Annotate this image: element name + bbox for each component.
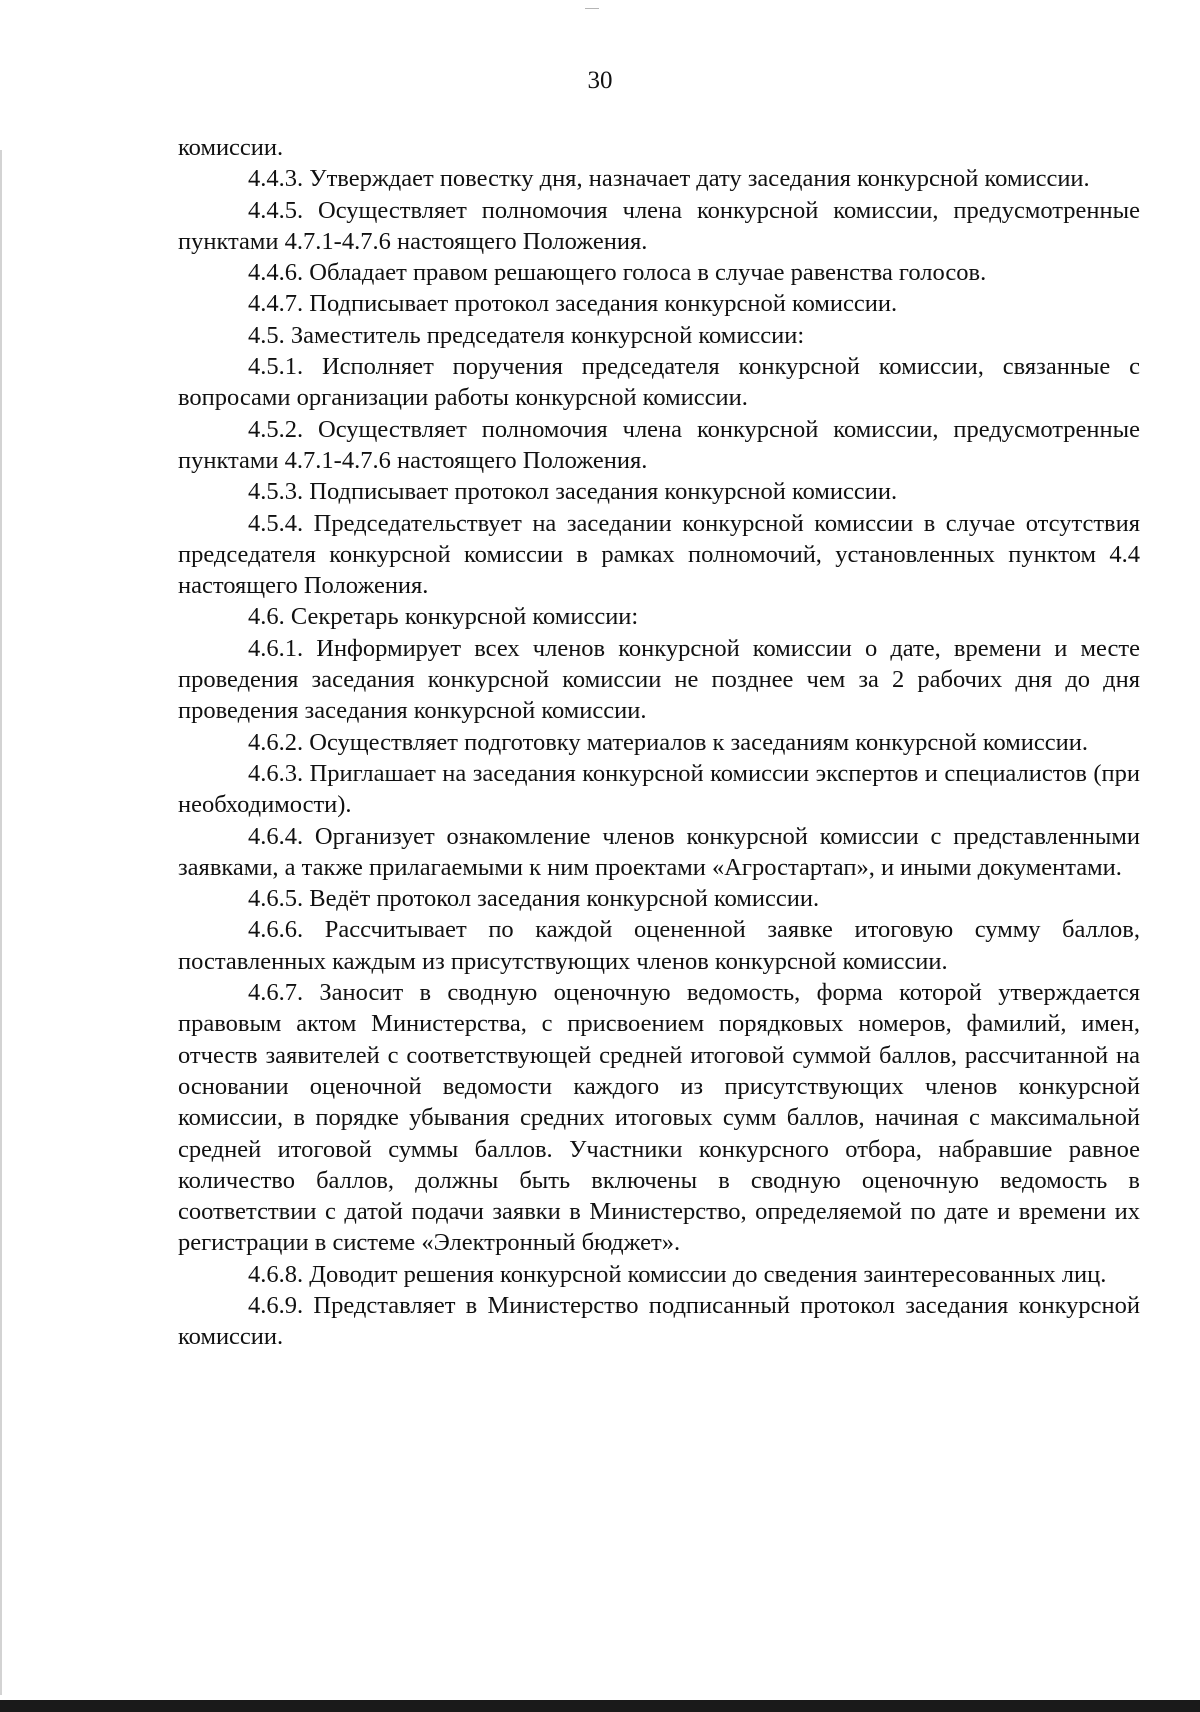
scan-left-margin-line <box>0 150 2 1695</box>
paragraph-4-6-9: 4.6.9. Представляет в Министерство подписанный протокол заседания конкурсной комиссии. <box>178 1291 1140 1351</box>
scan-bottom-edge <box>0 1700 1200 1712</box>
paragraph-4-6-2: 4.6.2. Осуществляет подготовку материалов к заседаниям конкурсной комиссии. <box>248 728 1088 756</box>
paragraph-4-5-4: 4.5.4. Председательствует на заседании конкурсной комиссии в случае отсутствия председателя конкурсной комиссии в рамках полномочий, установленных пунктом 4.4 настоящего Положения. <box>178 509 1140 600</box>
document-body <box>178 132 1140 1353</box>
paragraph-4-5-2: 4.5.2. Осуществляет полномочия члена конкурсной комиссии, предусмотренные пунктами 4.7.1-4.7.6 настоящего Положения. <box>178 415 1140 474</box>
paragraph-4-4-3: 4.4.3. Утверждает повестку дня, назначает дату заседания конкурсной комиссии. <box>248 165 1090 193</box>
paragraph-4-4-7: 4.4.7. Подписывает протокол заседания конкурсной комиссии. <box>248 290 898 318</box>
paragraph-4-5-3: 4.5.3. Подписывает протокол заседания конкурсной комиссии. <box>248 478 898 506</box>
paragraph-4-6-6: 4.6.6. Рассчитывает по каждой оцененной заявке итоговую сумму баллов, поставленных каждым из присутствующих членов конкурсной комиссии. <box>178 916 1140 975</box>
paragraph-4-5-1: 4.5.1. Исполняет поручения председателя конкурсной комиссии, связанные с вопросами организации работы конкурсной комиссии. <box>178 353 1140 412</box>
page-number: 30 <box>587 67 613 94</box>
paragraph-4-6-8: 4.6.8. Доводит решения конкурсной комиссии до сведения заинтересованных лиц. <box>248 1260 1107 1288</box>
scan-top-mark <box>585 8 599 9</box>
paragraph-4-4-5: 4.4.5. Осуществляет полномочия члена конкурсной комиссии, предусмотренные пунктами 4.7.1-4.7.6 настоящего Положения. <box>178 196 1140 255</box>
paragraph-4-6: 4.6. Секретарь конкурсной комиссии: <box>248 603 639 631</box>
paragraph-4-6-3: 4.6.3. Приглашает на заседания конкурсной комиссии экспертов и специалистов (при необходимости). <box>178 759 1140 819</box>
paragraph-continuation: комиссии. <box>178 134 284 161</box>
paragraph-4-4-6: 4.4.6. Обладает правом решающего голоса в случае равенства голосов. <box>248 259 987 287</box>
paragraph-4-5: 4.5. Заместитель председателя конкурсной комиссии: <box>248 321 805 349</box>
paragraph-4-6-7: 4.6.7. Заносит в сводную оценочную ведомость, форма которой утверждается правовым актом Министерства, с присвоением порядковых номеров, фамилий, имен, отчеств заявителей с соответствующей средней итоговой суммой баллов, рассчитанной на основании оценочной ведомости каждого из присутствующих членов конкурсной комиссии, в порядке убывания средних итоговых сумм баллов, начиная с максимальной средней итоговой суммы баллов. Участники конкурсного отбора, набравшие равное количество баллов, должны быть включены в сводную оценочную ведомость в соответствии с датой подачи заявки в Министерство, определяемой по дате и времени их регистрации в системе «Электронный бюджет». <box>178 979 1140 1257</box>
paragraph-4-6-1: 4.6.1. Информирует всех членов конкурсной комиссии о дате, времени и месте проведения заседания конкурсной комиссии не позднее чем за 2 рабочих дня до дня проведения заседания конкурсной комиссии. <box>178 634 1140 725</box>
paragraph-4-6-5: 4.6.5. Ведёт протокол заседания конкурсной комиссии. <box>248 885 820 913</box>
paragraph-4-6-4: 4.6.4. Организует ознакомление членов конкурсной комиссии с представленными заявками, а также прилагаемыми к ним проектами «Агростартап», и иными документами. <box>178 822 1140 881</box>
